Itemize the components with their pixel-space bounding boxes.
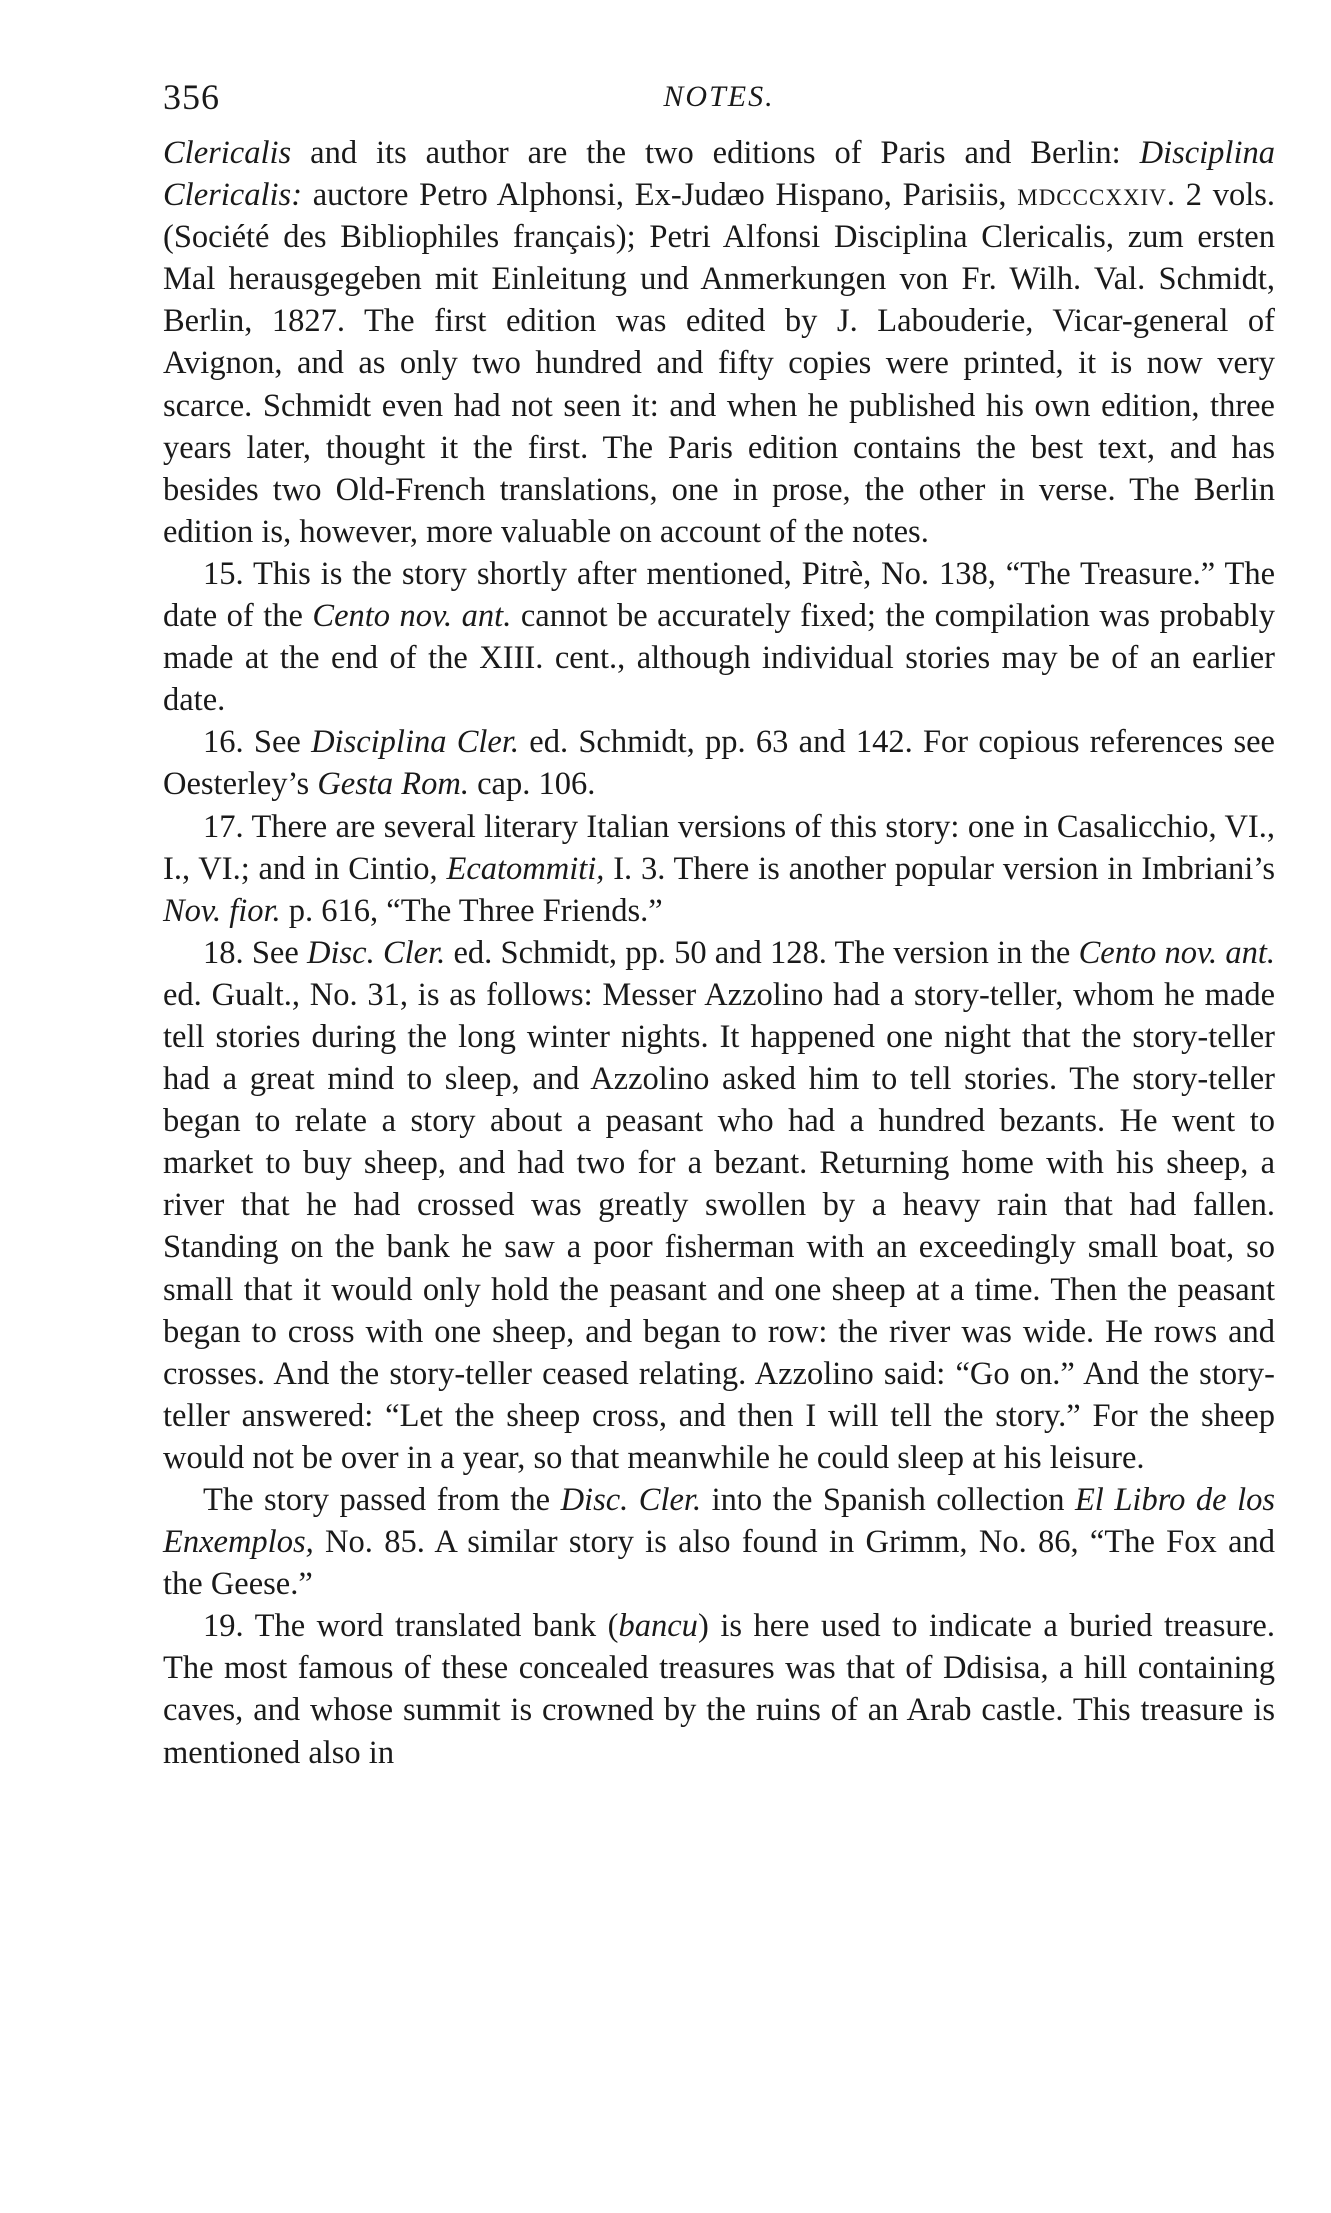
paragraph-text: . 2 vols. (Société des Bibliophiles français); Petri Alfonsi Disciplina Clericalis, zum ersten Mal herausgegeben mit Einleitung und Anmerkungen von Fr. Wilh. Val. Schmidt, Berlin, 1827. The first edition was edited by J. Labouderie, Vicar-general of Avignon, and as only two hundred and fifty copies were printed, it is now very scarce. Schmidt even had not seen it: and when he published his own edition, three years later, thought it the first. The Paris edition contains the best text, and has besides two Old-French translations, one in prose, the other in verse. The Berlin edition is, however, more valuable on account of the notes. [163,177,1275,550]
small-caps-text: mdcccxxiv [1017,177,1167,214]
paragraph-text: ed. Gualt., No. 31, is as follows: Messer Azzolino had a story-teller, whom he made tell stories during the long winter nights. It happened one night that the story-teller had a great mind to sleep, and Azzolino asked him to tell stories. The story-teller began to relate a story about a peasant who had a hundred bezants. He went to market to buy sheep, and had two for a bezant. Returning home with his sheep, a river that he had crossed was greatly swollen by a heavy rain that had fallen. Standing on the bank he saw a poor fisherman with an exceedingly small boat, so small that it would only hold the peasant and one sheep at a time. Then the peasant began to cross with one sheep, and began to row: the river was wide. He rows and crosses. And the story-teller ceased relating. Azzolino said: “Go on.” And the story-teller answered: “Let the sheep cross, and then I will tell the story.” For the sheep would not be over in a year, so that meanwhile he could sleep at his leisure. [163,976,1275,1476]
italic-title: Gesta Rom. [317,766,469,803]
paragraph-text: auctore Petro Alphonsi, Ex-Judæo Hispano, Parisiis, [302,177,1018,214]
paragraph-text: ed. Schmidt, pp. 63 and 142. For copious references see Oesterley’s [163,724,1275,803]
note-paragraph [163,553,1275,721]
note-paragraph [163,806,1275,932]
paragraph-text: ) is here used to indicate a buried treasure. The most famous of these concealed treasures was that of Ddisisa, a hill containing caves, and whose summit is crowned by the ruins of an Arab castle. This treasure is mentioned also in [163,1608,1275,1771]
paragraph-text: No. 85. A similar story is also found in Grimm, No. 86, “The Fox and the Geese.” [163,1524,1275,1603]
paragraph-text: 19. The word translated bank ( [203,1608,619,1645]
paragraph-text: cap. 106. [468,766,596,803]
italic-title: bancu [618,1608,698,1645]
book-page [163,62,1275,1774]
running-title: NOTES. [663,80,775,113]
italic-title: Nov. fior. [163,892,281,929]
paragraph-text: 18. See [203,934,308,971]
note-paragraph [163,132,1275,553]
italic-title: El Libro de los Enxemplos, [163,1482,1275,1561]
paragraph-text: I. 3. There is another popular version in Imbriani’s [604,850,1275,887]
italic-title: Disciplina Clericalis: [163,135,1275,214]
note-paragraph [163,1605,1275,1773]
note-paragraph [163,1479,1275,1605]
paragraph-text: ed. Schmidt, pp. 50 and 128. The version in the [445,934,1079,971]
paragraph-text: 17. There are several literary Italian versions of this story: one in Casalicchio, VI., I., VI.; and in Cintio, [163,808,1275,887]
paragraph-text: and its author are the two editions of Paris and Berlin: [291,135,1140,171]
paragraph-text: p. 616, “The Three Friends.” [280,892,663,929]
paragraph-text: into the Spanish collection [701,1482,1075,1518]
paragraph-text: The story passed from the [203,1482,561,1518]
note-paragraph [163,932,1275,1479]
paragraph-text: 16. See [203,724,312,761]
italic-title: Clericalis [163,135,292,171]
italic-title: Disciplina Cler. [311,724,520,761]
italic-title: Cento nov. ant. [312,598,512,635]
italic-title: Disc. Cler. [560,1482,702,1518]
page-header [163,62,1275,132]
paragraph-text: cannot be accurately fixed; the compilation was probably made at the end of the XIII. cent., although individual stories may be of an earlier date. [163,598,1275,719]
page-number: 356 [163,77,220,117]
italic-title: Ecatommiti, [446,850,605,887]
italic-title: Disc. Cler. [307,934,446,971]
notes-body [163,132,1275,1774]
paragraph-text: 15. This is the story shortly after mentioned, Pitrè, No. 138, “The Treasure.” The date of the [163,555,1275,635]
italic-title: Cento nov. ant. [1078,934,1275,971]
note-paragraph [163,721,1275,805]
